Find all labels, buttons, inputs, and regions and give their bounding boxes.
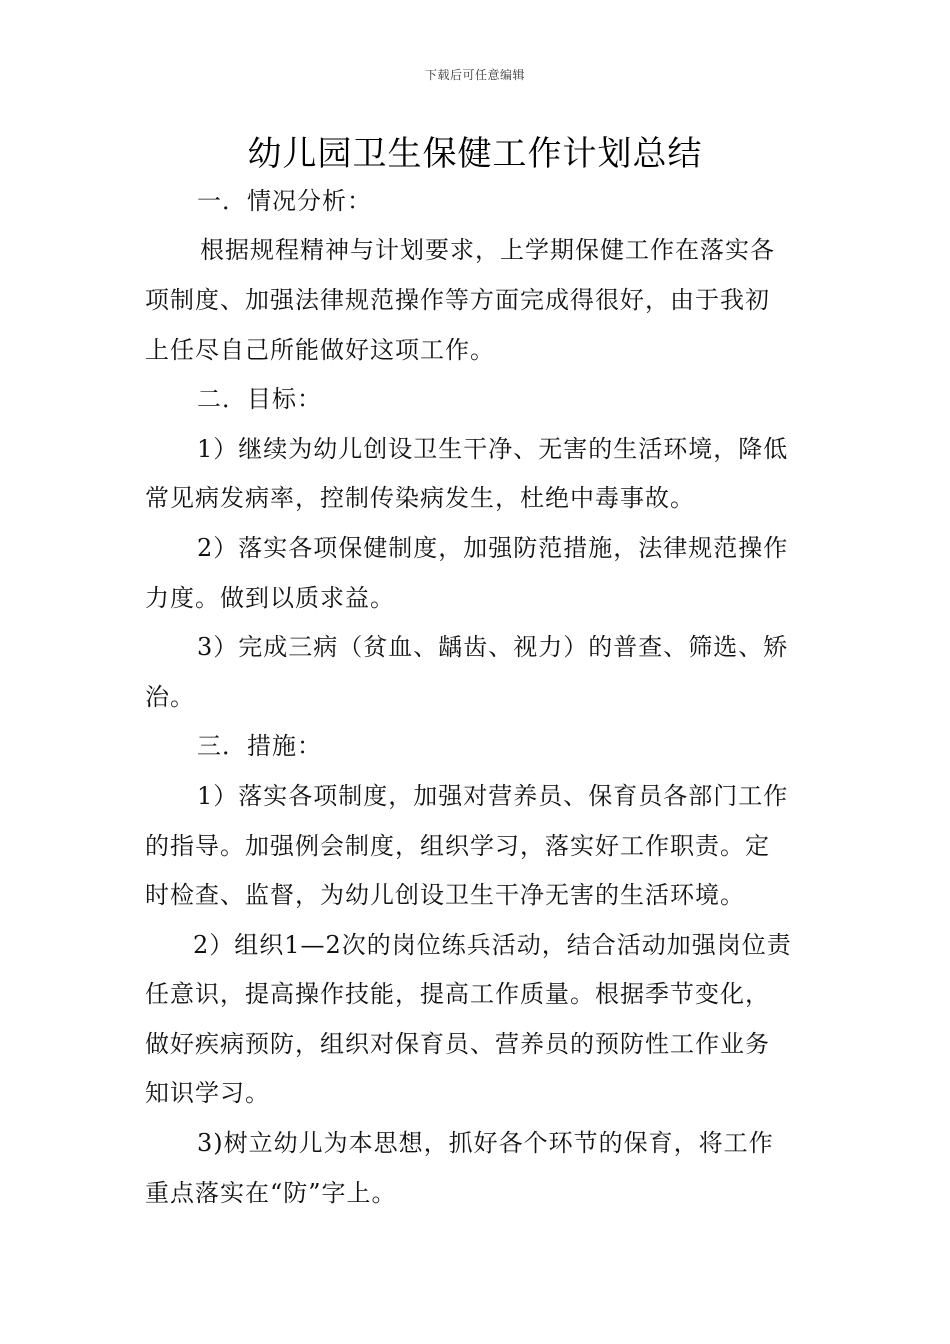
list-item-line: 知识学习。 <box>145 1079 270 1107</box>
list-item-line: 做好疾病预防，组织对保育员、营养员的预防性工作业务 <box>145 1030 770 1058</box>
paragraph-line: 上任尽自己所能做好这项工作。 <box>145 336 495 364</box>
list-item-line: 3）完成三病（贫血、龋齿、视力）的普查、筛选、矫 <box>197 633 789 661</box>
list-item-line: 1）落实各项制度，加强对营养员、保育员各部门工作 <box>197 782 789 810</box>
list-item-line: 治。 <box>145 683 195 711</box>
list-item-line: 时检查、监督，为幼儿创设卫生干净无害的生活环境。 <box>145 881 745 909</box>
list-item-line: 重点落实在“防”字上。 <box>145 1179 397 1207</box>
list-item-line: 2）组织1—2次的岗位练兵活动，结合活动加强岗位责 <box>193 931 792 959</box>
paragraph-line: 根据规程精神与计划要求，上学期保健工作在落实各 <box>200 236 775 264</box>
section-heading-2: 二．目标： <box>197 385 322 413</box>
section-heading-1: 一．情况分析： <box>197 187 372 215</box>
list-item-line: 1）继续为幼儿创设卫生干净、无害的生活环境，降低 <box>197 435 789 463</box>
list-item-line: 3)树立幼儿为本思想，抓好各个环节的保育，将工作 <box>197 1129 774 1157</box>
list-item-line: 任意识，提高操作技能，提高工作质量。根据季节变化， <box>145 980 770 1008</box>
paragraph-line: 项制度、加强法律规范操作等方面完成得很好，由于我初 <box>145 286 770 314</box>
document-title: 幼儿园卫生保健工作计划总结 <box>247 134 703 174</box>
list-item-line: 2）落实各项保健制度，加强防范措施，法律规范操作 <box>197 534 789 562</box>
list-item-line: 力度。做到以质求益。 <box>145 584 395 612</box>
header-note: 下载后可任意编辑 <box>424 68 525 82</box>
list-item-line: 的指导。加强例会制度，组织学习，落实好工作职责。定 <box>145 832 770 860</box>
section-heading-3: 三．措施： <box>197 732 322 760</box>
list-item-line: 常见病发病率，控制传染病发生，杜绝中毒事故。 <box>145 484 695 512</box>
